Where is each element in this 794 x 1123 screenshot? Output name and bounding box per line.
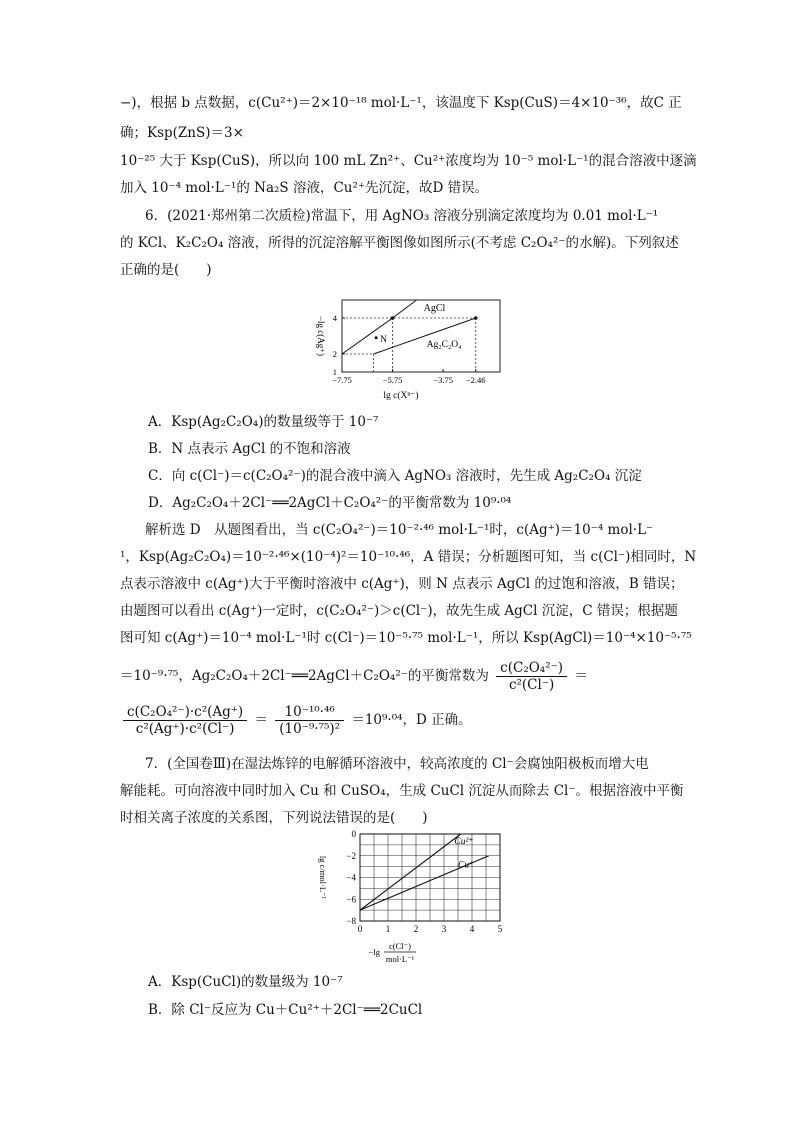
option-d: D．Ag₂C₂O₄＋2Cl⁻══2AgCl＋C₂O₄²⁻的平衡常数为 10⁹·⁰⁴ xyxy=(148,495,512,511)
fraction-denominator: c²(Cl⁻) xyxy=(508,677,555,693)
series-line-cu2 xyxy=(360,834,461,910)
y-axis-label: −lg c(Ag⁺) xyxy=(316,315,326,357)
option-b: B．N 点表示 AgCl 的不饱和溶液 xyxy=(148,441,351,457)
option-a: A．Ksp(CuCl)的数量级为 10⁻⁷ xyxy=(148,974,343,990)
x-tick-label: 2 xyxy=(413,924,419,934)
explanation-line: 图可知 c(Ag⁺)＝10⁻⁴ mol·L⁻¹时 c(Cl⁻)＝10⁻⁵·⁷⁵ mol·L⁻¹，所以 Ksp(AgCl)＝10⁻⁴×10⁻⁵·⁷⁵ xyxy=(120,630,692,646)
data-point xyxy=(391,316,395,320)
point-n xyxy=(375,336,378,339)
fraction xyxy=(275,704,344,737)
chart2-plot xyxy=(318,829,503,964)
plot-frame xyxy=(342,300,500,372)
explanation-text: ＝10⁹·⁰⁴，D 正确。 xyxy=(351,712,472,728)
point-label: N xyxy=(380,334,388,345)
text-line: 确；Ksp(ZnS)＝3× xyxy=(120,125,244,141)
y-tick-label: −6 xyxy=(346,894,356,905)
x-tick-label: −7.75 xyxy=(332,375,352,385)
data-point xyxy=(474,316,478,320)
chart-ag-precipitation xyxy=(300,286,530,411)
x-tick-label: 5 xyxy=(497,924,503,934)
explanation-line xyxy=(120,704,472,737)
option-a: A．Ksp(Ag₂C₂O₄)的数量级等于 10⁻⁷ xyxy=(148,414,379,430)
equals-sign: ＝ xyxy=(574,668,588,684)
x-axis-label-numerator: c(Cl⁻) xyxy=(389,941,411,951)
y-tick-label: 2 xyxy=(332,349,337,359)
x-tick-label: 4 xyxy=(469,924,475,934)
explanation-text: ＝10⁻⁹·⁷⁵，Ag₂C₂O₄＋2Cl⁻══2AgCl＋C₂O₄²⁻的平衡常数为 xyxy=(120,668,489,684)
fraction-numerator: c(C₂O₄²⁻)·c²(Ag⁺) xyxy=(123,704,247,721)
y-tick-label: 1 xyxy=(332,367,337,377)
x-axis-label: lg c(Xⁿ⁻) xyxy=(383,391,419,401)
x-tick-label: −5.75 xyxy=(382,375,403,385)
text-line: 10⁻²⁵ 大于 Ksp(CuS)，所以向 100 mL Zn²⁺、Cu²⁺浓度均为 10⁻⁵ mol·L⁻¹的混合溶液中逐滴 xyxy=(120,153,697,169)
y-tick-label: −2 xyxy=(346,850,356,861)
fraction-denominator: c²(Ag⁺)·c²(Cl⁻) xyxy=(135,721,235,737)
y-tick-label: 4 xyxy=(332,313,337,323)
series-label: Ag₂C₂O₄ xyxy=(426,340,462,351)
question-6-stem: 6．(2021·郑州第二次质检)常温下，用 AgNO₃ 溶液分别滴定浓度均为 0.01 mol·L⁻¹ xyxy=(145,208,659,224)
fraction xyxy=(496,660,567,693)
text-line: −)，根据 b 点数据，c(Cu²⁺)＝2×10⁻¹⁸ mol·L⁻¹，该温度下 Ksp(CuS)＝4×10⁻³⁶，故C 正 xyxy=(120,95,682,111)
question-7-stem: 7．(全国卷Ⅲ)在湿法炼锌的电解循环溶液中，较高浓度的 Cl⁻会腐蚀阳极板而增大电 xyxy=(145,756,649,772)
series-label: Cu⁺ xyxy=(458,860,475,871)
question-6-stem: 的 KCl、K₂C₂O₄ 溶液，所得的沉淀溶解平衡图像如图所示(不考虑 C₂O₄²⁻的水解)。下列叙述 xyxy=(120,235,679,251)
option-b: B．除 Cl⁻反应为 Cu＋Cu²⁺＋2Cl⁻══2CuCl xyxy=(148,1002,423,1018)
series-line-agcl xyxy=(342,300,417,354)
explanation-line: 由题图可以看出 c(Ag⁺)一定时，c(C₂O₄²⁻)＞c(Cl⁻)，故先生成 AgCl 沉淀，C 错误；根据题 xyxy=(120,603,678,619)
equals-sign: ＝ xyxy=(254,712,268,728)
question-7-stem: 解能耗。可向溶液中同时加入 Cu 和 CuSO₄，生成 CuCl 沉淀从而除去 Cl⁻。根据溶液中平衡 xyxy=(120,783,684,799)
x-tick-label: 0 xyxy=(357,924,363,934)
y-tick-label: −4 xyxy=(346,872,356,883)
x-tick-label: 3 xyxy=(441,924,447,934)
chart1-plot xyxy=(316,300,500,401)
y-axis-label: lg c/mol·L⁻¹ xyxy=(318,855,328,900)
option-c: C．向 c(Cl⁻)＝c(C₂O₄²⁻)的混合液中滴入 AgNO₃ 溶液时，先生成 Ag₂C₂O₄ 沉淀 xyxy=(148,468,642,484)
x-tick-label: 1 xyxy=(385,924,391,934)
explanation-line: 点表示溶液中 c(Ag⁺)大于平衡时溶液中 c(Ag⁺)，则 N 点表示 AgCl 的过饱和溶液，B 错误； xyxy=(120,576,684,592)
explanation-line: ¹，Ksp(Ag₂C₂O₄)＝10⁻²·⁴⁶×(10⁻⁴)²＝10⁻¹⁰·⁴⁶，A 错误；分析题图可知，当 c(Cl⁻)相同时，N xyxy=(120,549,697,565)
series-label: Cu²⁺ xyxy=(454,836,474,847)
x-tick-label: −2.46 xyxy=(465,375,486,385)
fraction-numerator: 10⁻¹⁰·⁴⁶ xyxy=(275,704,344,721)
x-axis-label: −lg xyxy=(368,947,380,957)
text-line: 加入 10⁻⁴ mol·L⁻¹的 Na₂S 溶液，Cu²⁺先沉淀，故D 错误。 xyxy=(120,180,489,196)
fraction-numerator: c(C₂O₄²⁻) xyxy=(496,660,567,677)
x-tick-label: −3.75 xyxy=(433,375,453,385)
fraction-denominator: (10⁻⁹·⁷⁵)² xyxy=(279,721,341,737)
explanation-line: 解析选 D 从题图看出，当 c(C₂O₄²⁻)＝10⁻²·⁴⁶ mol·L⁻¹时，c(Ag⁺)＝10⁻⁴ mol·L⁻ xyxy=(145,522,654,538)
x-axis-label-denominator: mol·L⁻¹ xyxy=(385,954,415,964)
question-7-stem: 时相关离子浓度的关系图，下列说法错误的是( ) xyxy=(120,810,428,826)
explanation-line xyxy=(120,660,588,693)
question-6-stem: 正确的是( ) xyxy=(120,262,212,278)
y-tick-label: 0 xyxy=(351,829,356,839)
series-label: AgCl xyxy=(423,303,446,315)
chart-cu-ions xyxy=(300,826,520,966)
y-tick-label: −8 xyxy=(346,916,356,926)
fraction xyxy=(123,704,247,737)
